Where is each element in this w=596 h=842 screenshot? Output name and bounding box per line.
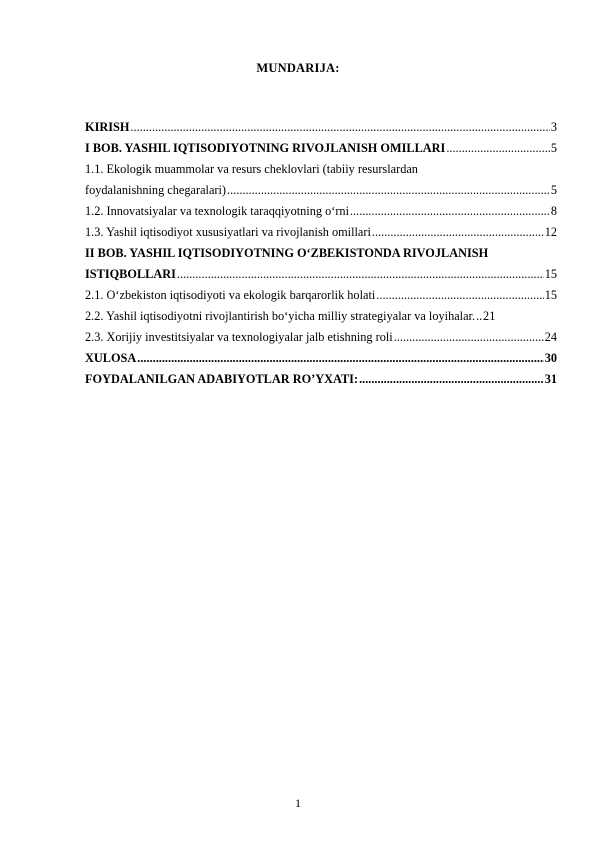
toc-entry-section-2-2[interactable] xyxy=(85,306,557,327)
toc-entry-title: XULOSA xyxy=(85,351,137,365)
toc-entry-section-1-3[interactable] xyxy=(85,222,557,243)
toc-entry-section-1-1[interactable] xyxy=(85,159,557,180)
toc-dot-leader xyxy=(359,369,544,390)
toc-entry-chapter-1[interactable] xyxy=(85,138,557,159)
toc-dot-leader xyxy=(394,327,544,348)
toc-entry-chapter-2[interactable] xyxy=(85,243,557,264)
toc-page-number: 5 xyxy=(550,141,557,155)
toc-page-number: 3 xyxy=(550,120,557,134)
toc-entry-references[interactable] xyxy=(85,369,557,390)
toc-page-number: 8 xyxy=(550,204,557,218)
toc-entry-title: ISTIQBOLLARI xyxy=(85,267,176,281)
toc-entry-title: II BOB. YASHIL IQTISODIYOTNING O‘ZBEKISTONDA RIVOJLANISH xyxy=(85,246,489,260)
toc-page-number: 15 xyxy=(544,267,557,281)
toc-entry-title: 2.1. O‘zbekiston iqtisodiyoti va ekologik barqarorlik holati xyxy=(85,288,376,302)
toc-dot-leader xyxy=(372,222,544,243)
toc-page-number: 30 xyxy=(544,351,557,365)
page-number: 1 xyxy=(295,796,301,810)
toc-entry-section-1-1-cont[interactable] xyxy=(85,180,557,201)
toc-entry-title: 2.3. Xorijiy investitsiyalar va texnologiyalar jalb etishning roli xyxy=(85,330,393,344)
toc-page-number: 31 xyxy=(544,372,557,386)
toc-entry-title: I BOB. YASHIL IQTISODIYOTNING RIVOJLANISH OMILLARI xyxy=(85,141,446,155)
toc-dot-leader xyxy=(177,264,544,285)
toc-entry-kirish[interactable] xyxy=(85,117,557,138)
toc-entry-xulosa[interactable] xyxy=(85,348,557,369)
toc-dot-leader xyxy=(376,285,543,306)
toc-dot-leader xyxy=(446,138,550,159)
toc-entry-title: 2.2. Yashil iqtisodiyotni rivojlantirish bo‘yicha milliy strategiyalar va loyihalar. xyxy=(85,309,476,323)
toc-entry-title: 1.3. Yashil iqtisodiyot xususiyatlari va rivojlanish omillari xyxy=(85,225,371,239)
toc-entry-title: foydalanishning chegaralari) xyxy=(85,183,227,197)
toc-entry-section-2-3[interactable] xyxy=(85,327,557,348)
toc-entry-title: 1.2. Innovatsiyalar va texnologik taraqqiyotning o‘rni xyxy=(85,204,349,218)
page-title: MUNDARIJA: xyxy=(256,61,340,75)
toc-page-number: 12 xyxy=(544,225,557,239)
toc-entry-chapter-2-cont[interactable] xyxy=(85,264,557,285)
toc-entry-title: KIRISH xyxy=(85,120,130,134)
toc-entry-section-2-1[interactable] xyxy=(85,285,557,306)
table-of-contents xyxy=(85,117,557,390)
toc-entry-title: 1.1. Ekologik muammolar va resurs cheklovlari (tabiiy resurslardan xyxy=(85,162,418,176)
toc-page-number: 15 xyxy=(544,288,557,302)
toc-page-number: 5 xyxy=(550,183,557,197)
toc-dot-leader xyxy=(227,180,550,201)
toc-page-number: 21 xyxy=(483,309,496,323)
toc-dot-leader xyxy=(130,117,549,138)
toc-entry-section-1-2[interactable] xyxy=(85,201,557,222)
toc-dot-leader xyxy=(350,201,550,222)
toc-dot-leader xyxy=(476,306,482,327)
toc-page-number: 24 xyxy=(544,330,557,344)
toc-dot-leader xyxy=(137,348,543,369)
toc-entry-title: FOYDALANILGAN ADABIYOTLAR RO’YXATI: xyxy=(85,372,359,386)
